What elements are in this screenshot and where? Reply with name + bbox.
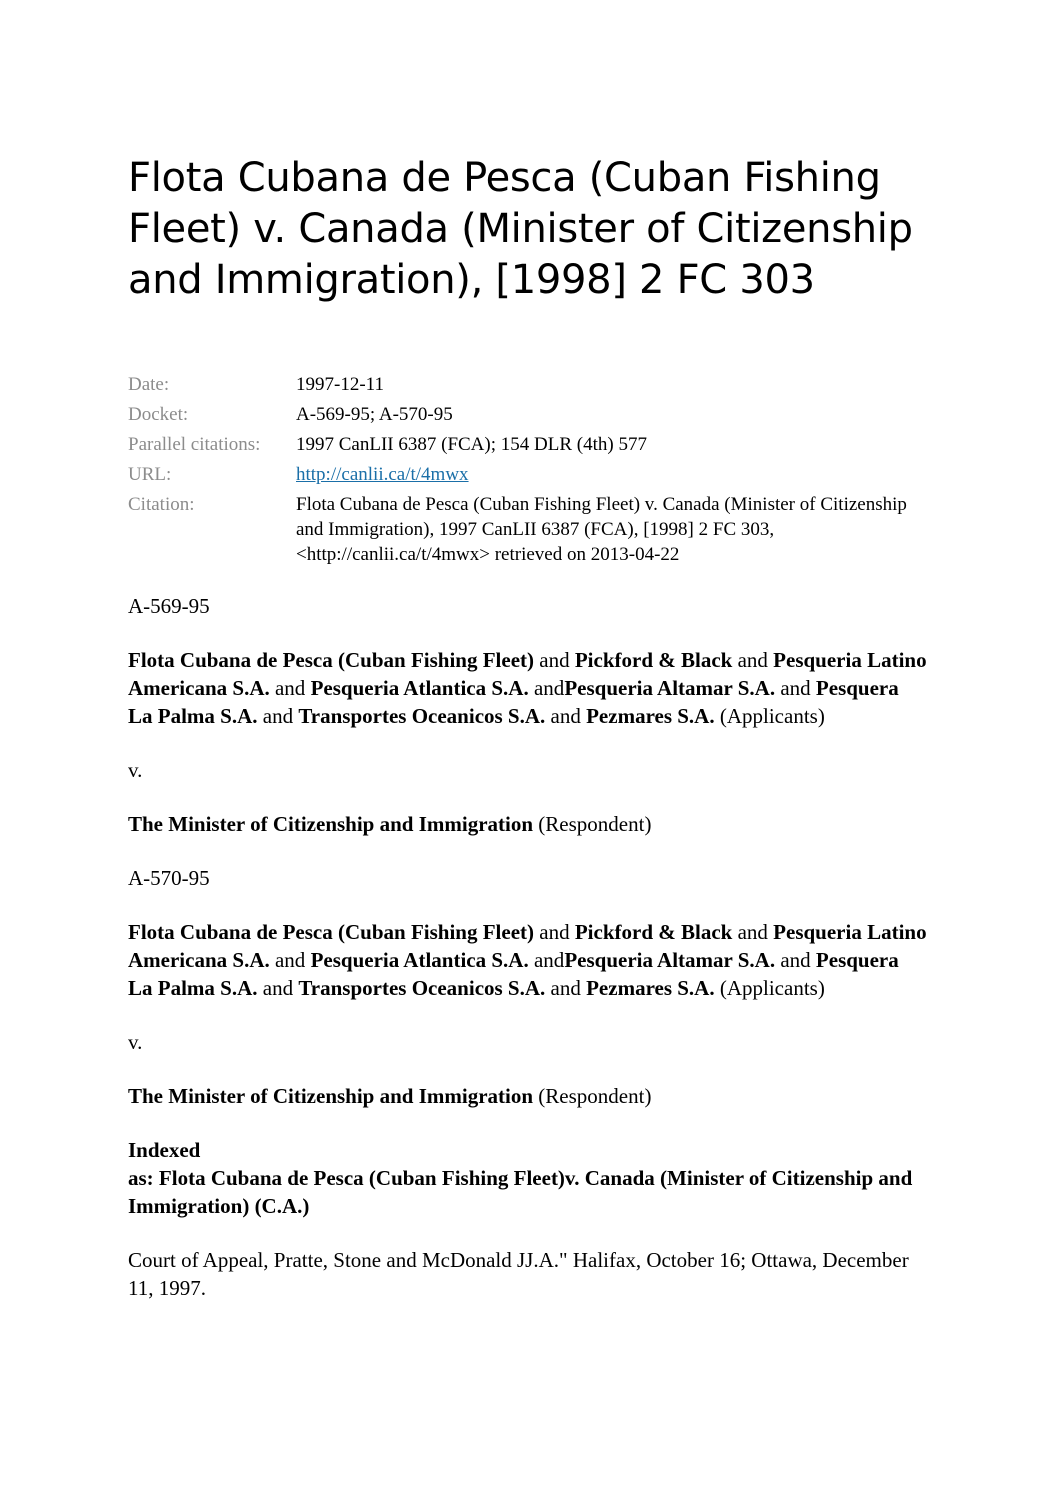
page-title: Flota Cubana de Pesca (Cuban Fishing Fleet) v. Canada (Minister of Citizenship and Immigration), [1998] 2 FC 303	[128, 155, 913, 303]
party-role: (Respondent)	[533, 1084, 652, 1108]
meta-row-url	[128, 460, 928, 490]
versus-text: v.	[128, 1030, 143, 1054]
meta-row-date	[128, 370, 928, 400]
applicants-paragraph	[128, 646, 928, 730]
party-name: Pezmares S.A.	[586, 704, 715, 728]
meta-row-parallel-citations	[128, 430, 928, 460]
connector-text: and	[528, 676, 565, 700]
indexed-as-paragraph	[128, 1136, 928, 1220]
party-name: Pesquera La Palma S.A.	[128, 676, 899, 728]
connector-text: and	[775, 676, 816, 700]
party-name: Pezmares S.A.	[586, 976, 715, 1000]
connector-text: and	[269, 676, 311, 700]
connector-text: and	[528, 948, 565, 972]
party-name: Transportes Oceanicos S.A.	[298, 976, 546, 1000]
docket-value: A-569-95; A-570-95	[296, 404, 453, 425]
connector-text: and	[545, 704, 587, 728]
party-role: (Applicants)	[714, 704, 825, 728]
connector-text: and	[775, 948, 816, 972]
docket-number: A-570-95	[128, 866, 210, 890]
meta-row-citation	[128, 490, 928, 567]
docket-number: A-569-95	[128, 594, 210, 618]
party-name: Pesqueria Atlantica S.A.	[310, 948, 529, 972]
connector-text: and	[269, 948, 311, 972]
document-body	[128, 592, 928, 1328]
party-name: Pickford & Black	[574, 920, 733, 944]
party-role: (Applicants)	[714, 976, 825, 1000]
court-line: Court of Appeal, Pratte, Stone and McDonald JJ.A." Halifax, October 16; Ottawa, December 11, 1997.	[128, 1248, 909, 1300]
respondent-name: The Minister of Citizenship and Immigration	[128, 1084, 534, 1108]
url-link[interactable]: http://canlii.ca/t/4mwx	[296, 464, 469, 485]
connector-text: and	[732, 920, 774, 944]
party-name: Pesqueria Atlantica S.A.	[310, 676, 529, 700]
parallel-citations-value: 1997 CanLII 6387 (FCA); 154 DLR (4th) 577	[296, 434, 647, 455]
citation-label: Citation:	[128, 494, 195, 515]
meta-row-docket	[128, 400, 928, 430]
connector-text: and	[534, 648, 575, 672]
citation-value: Flota Cubana de Pesca (Cuban Fishing Fleet) v. Canada (Minister of Citizenship and Immigration), 1997 CanLII 6387 (FCA), [1998] 2 FC 303, <http://canlii.ca/t/4mwx> retrieved on 2013-04-22	[296, 494, 907, 565]
party-name: Transportes Oceanicos S.A.	[298, 704, 546, 728]
respondent-paragraph	[128, 1082, 928, 1110]
party-name: Pesqueria Altamar S.A.	[564, 948, 776, 972]
date-value: 1997-12-11	[296, 374, 384, 395]
party-role: (Respondent)	[533, 812, 652, 836]
applicants-paragraph	[128, 918, 928, 1002]
respondent-paragraph	[128, 810, 928, 838]
parallel-citations-label: Parallel citations:	[128, 434, 261, 455]
party-name: Pickford & Black	[574, 648, 733, 672]
indexed-text: as: Flota Cubana de Pesca (Cuban Fishing Fleet)v. Canada (Minister of Citizenship and Immigration) (C.A.)	[128, 1166, 913, 1218]
connector-text: and	[545, 976, 587, 1000]
docket-label: Docket:	[128, 404, 189, 425]
connector-text: and	[732, 648, 774, 672]
party-name: Pesqueria Latino Americana S.A.	[128, 648, 927, 700]
respondent-name: The Minister of Citizenship and Immigration	[128, 812, 534, 836]
indexed-label: Indexed	[128, 1138, 201, 1162]
connector-text: and	[257, 704, 299, 728]
party-name: Pesqueria Altamar S.A.	[564, 676, 776, 700]
party-name: Flota Cubana de Pesca (Cuban Fishing Fleet)	[128, 648, 535, 672]
date-label: Date:	[128, 374, 170, 395]
url-label: URL:	[128, 464, 172, 485]
party-name: Flota Cubana de Pesca (Cuban Fishing Fleet)	[128, 920, 535, 944]
connector-text: and	[257, 976, 299, 1000]
connector-text: and	[534, 920, 575, 944]
party-name: Pesqueria Latino Americana S.A.	[128, 920, 927, 972]
party-name: Pesquera La Palma S.A.	[128, 948, 899, 1000]
metadata-table	[128, 370, 928, 567]
versus-text: v.	[128, 758, 143, 782]
